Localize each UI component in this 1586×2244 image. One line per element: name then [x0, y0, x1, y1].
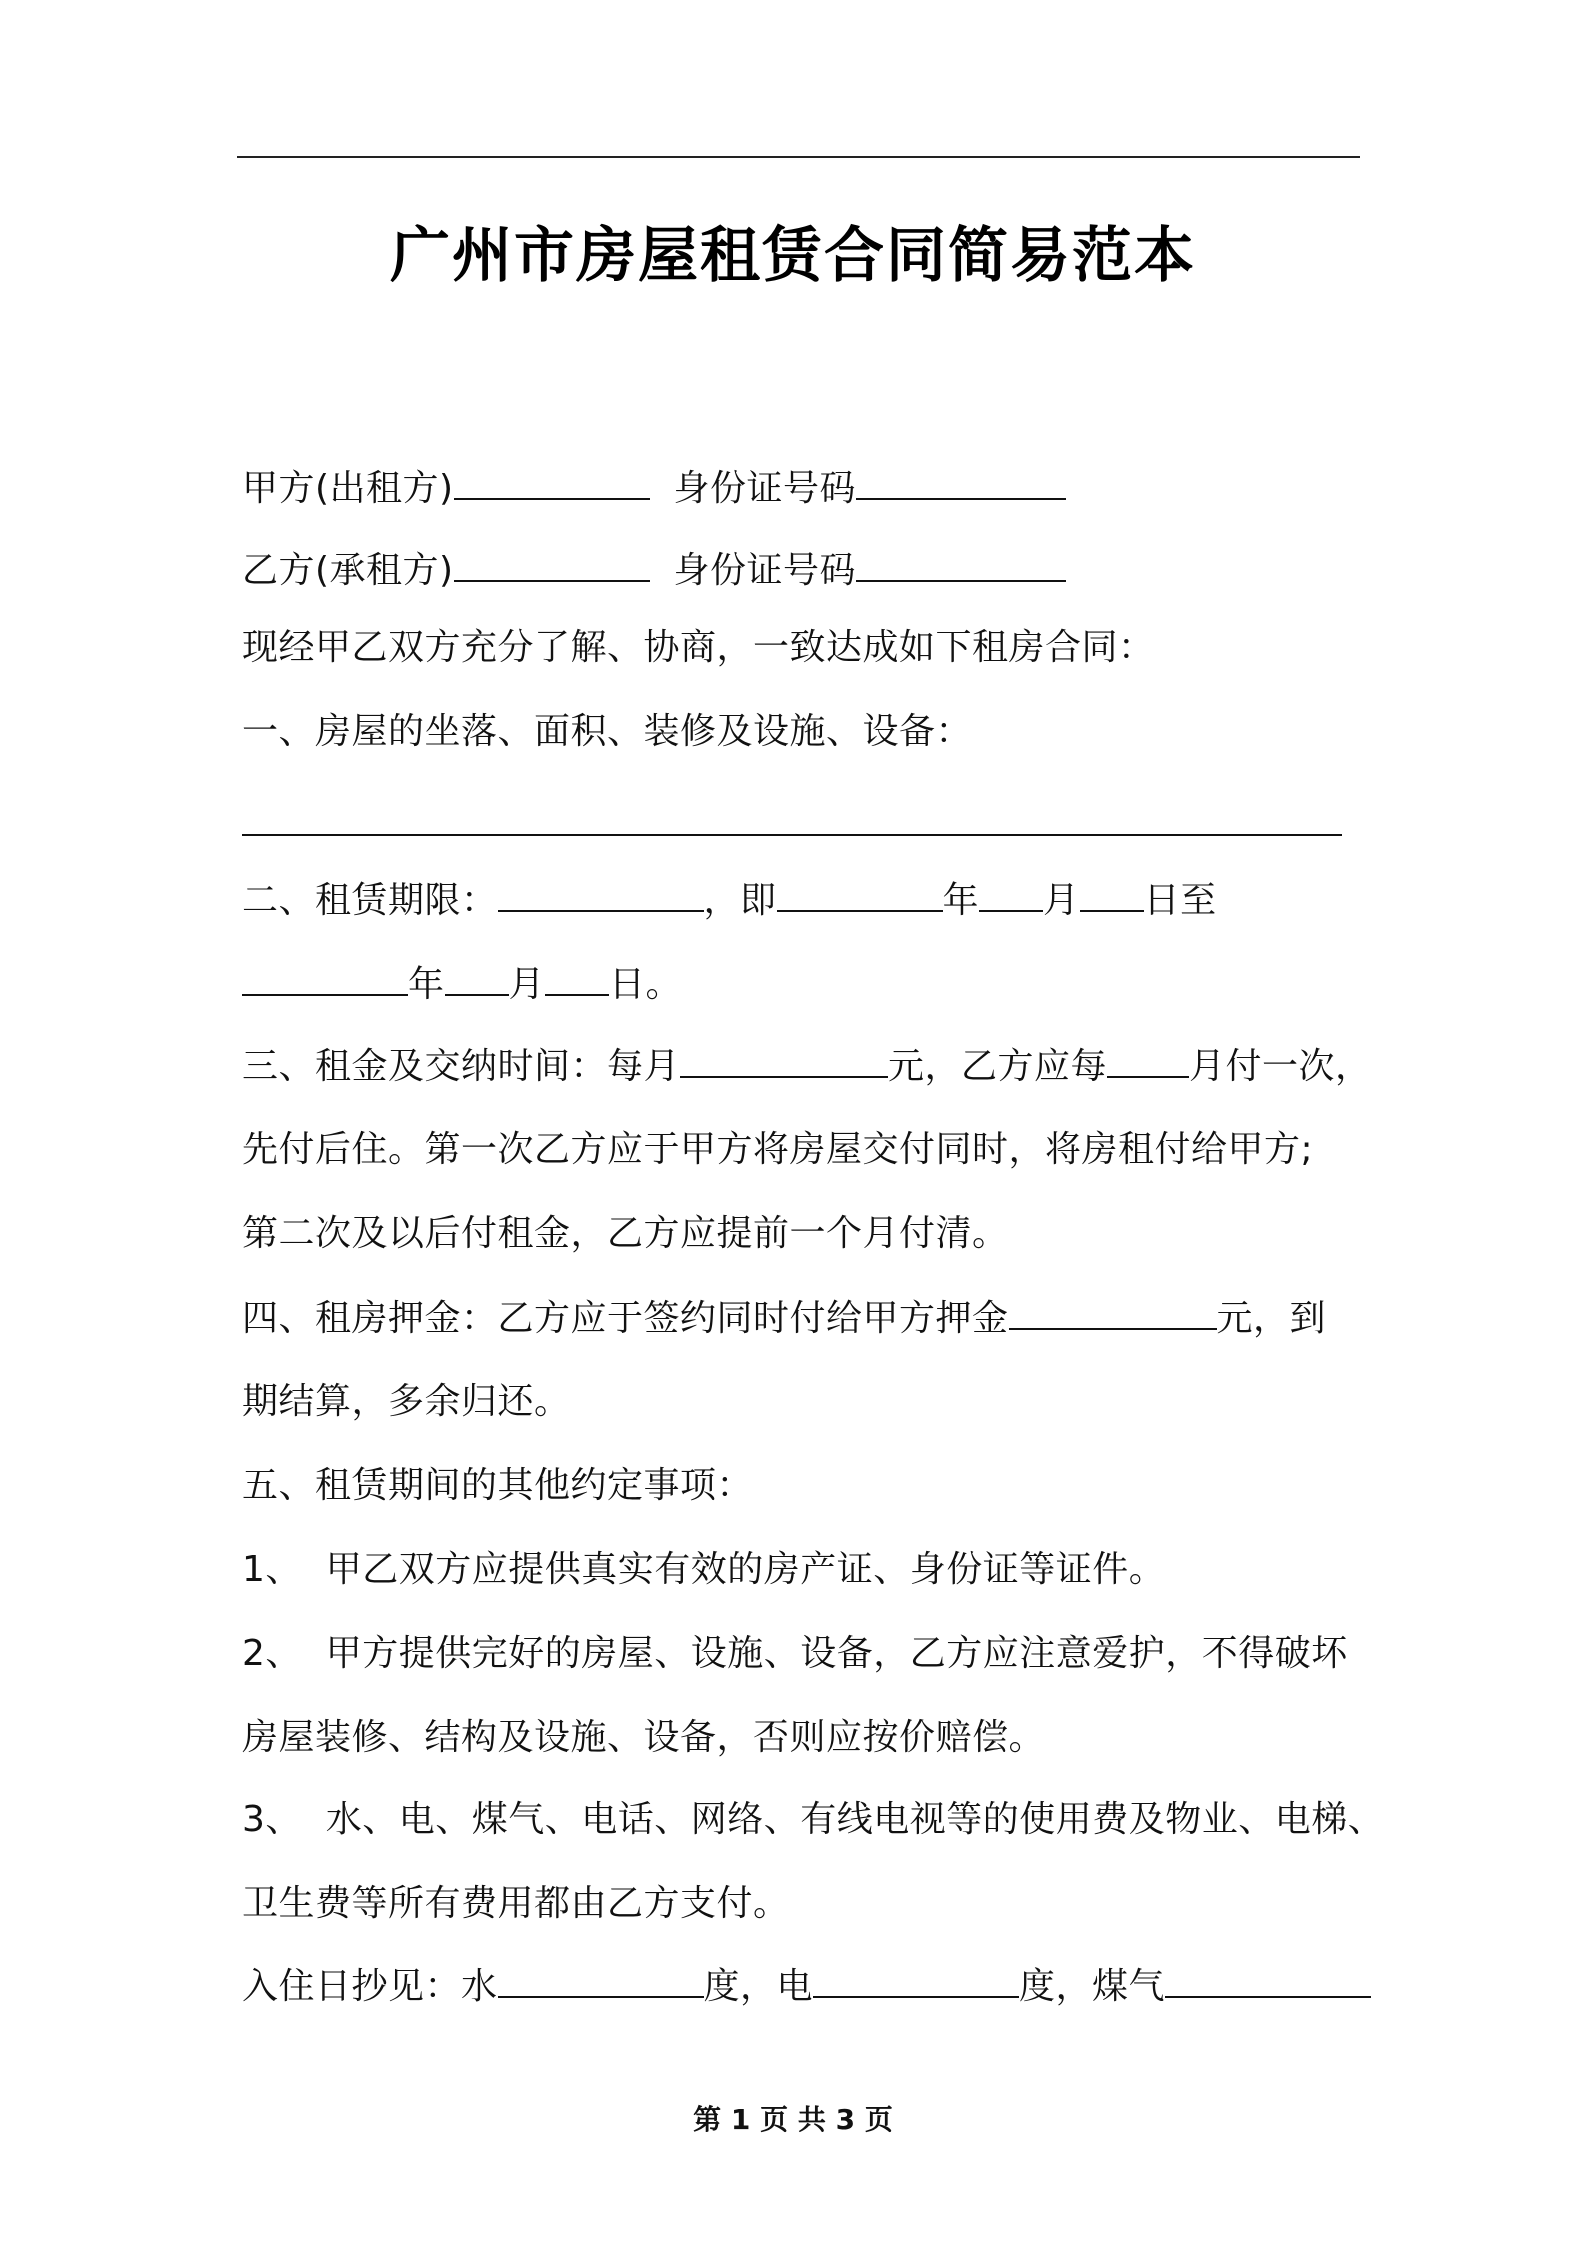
party-a-id-blank[interactable] — [856, 464, 1066, 500]
property-description-blank[interactable] — [242, 800, 1342, 836]
section-2-line-2 — [242, 960, 682, 1009]
party-b-line — [242, 546, 1066, 595]
lease-term-blank[interactable] — [498, 876, 704, 912]
sec2-day-to: 日至 — [1143, 880, 1217, 921]
item-2-line-1: 2、 甲方提供完好的房屋、设施、设备，乙方应注意爱护，不得破坏 — [242, 1633, 1348, 1674]
item-2-line-2: 房屋装修、结构及设施、设备，否则应按价赔偿。 — [242, 1717, 1046, 1758]
electricity-reading-blank[interactable] — [813, 1962, 1019, 1998]
start-month-blank[interactable] — [979, 876, 1043, 912]
end-month-blank[interactable] — [445, 960, 509, 996]
section-4-line-1 — [242, 1294, 1326, 1343]
meter-readings-line — [242, 1962, 1371, 2011]
sec4-label: 四、租房押金：乙方应于签约同时付给甲方押金 — [242, 1298, 1009, 1339]
document-title: 广州市房屋租赁合同简易范本 — [390, 221, 1196, 291]
item-3-line-1: 3、 水、电、煤气、电话、网络、有线电视等的使用费及物业、电梯、 — [242, 1799, 1385, 1840]
section-3-line-1 — [242, 1042, 1372, 1091]
section-2-line-1 — [242, 876, 1217, 925]
gas-reading-blank[interactable] — [1165, 1962, 1371, 1998]
sec2-label: 二、租赁期限： — [242, 880, 498, 921]
party-b-label: 乙方(承租方) — [242, 550, 454, 591]
party-a-id-label: 身份证号码 — [673, 468, 856, 509]
party-b-name-blank[interactable] — [454, 546, 650, 582]
sec2-month-2: 月 — [508, 964, 546, 1005]
sec2-month: 月 — [1043, 880, 1080, 921]
item-3-line-2: 卫生费等所有费用都由乙方支付。 — [242, 1883, 790, 1924]
party-b-id-blank[interactable] — [856, 546, 1066, 582]
header-rule — [237, 156, 1360, 158]
sec2-year: 年 — [942, 880, 980, 921]
meter-gas-label: 度，煤气 — [1019, 1966, 1166, 2007]
sec3-pay-once: 月付一次， — [1189, 1046, 1372, 1087]
end-day-blank[interactable] — [545, 960, 609, 996]
sec3-yuan: 元，乙方应每 — [888, 1046, 1108, 1087]
section-3-line-3: 第二次及以后付租金，乙方应提前一个月付清。 — [242, 1213, 1009, 1254]
page-footer: 第 1 页 共 3 页 — [693, 2103, 893, 2136]
sec4-yuan: 元，到 — [1216, 1298, 1327, 1339]
sec2-year-2: 年 — [408, 964, 445, 1005]
section-1-heading: 一、房屋的坐落、面积、装修及设施、设备： — [242, 711, 973, 752]
section-1-blank-line — [242, 800, 1342, 849]
start-year-blank[interactable] — [777, 876, 943, 912]
party-b-id-label: 身份证号码 — [673, 550, 856, 591]
party-a-line — [242, 464, 1066, 513]
section-5-heading: 五、租赁期间的其他约定事项： — [242, 1465, 754, 1506]
party-a-name-blank[interactable] — [454, 464, 650, 500]
deposit-blank[interactable] — [1009, 1294, 1217, 1330]
end-year-blank[interactable] — [242, 960, 408, 996]
payment-interval-blank[interactable] — [1107, 1042, 1189, 1078]
sec2-ie: ，即 — [703, 880, 777, 921]
item-1: 1、 甲乙双方应提供真实有效的房产证、身份证等证件。 — [242, 1549, 1166, 1590]
sec3-label: 三、租金及交纳时间：每月 — [242, 1046, 681, 1087]
intro-text: 现经甲乙双方充分了解、协商，一致达成如下租房合同： — [242, 627, 1155, 668]
meter-water-label: 入住日抄见：水 — [242, 1966, 498, 2007]
monthly-rent-blank[interactable] — [680, 1042, 888, 1078]
party-a-label: 甲方(出租方) — [242, 468, 454, 509]
start-day-blank[interactable] — [1080, 876, 1144, 912]
meter-elec-label: 度，电 — [703, 1966, 814, 2007]
section-4-line-2: 期结算，多余归还。 — [242, 1381, 571, 1422]
section-3-line-2: 先付后住。第一次乙方应于甲方将房屋交付同时，将房租付给甲方; — [242, 1129, 1314, 1170]
sec2-day-end: 日。 — [609, 964, 683, 1005]
water-reading-blank[interactable] — [498, 1962, 704, 1998]
